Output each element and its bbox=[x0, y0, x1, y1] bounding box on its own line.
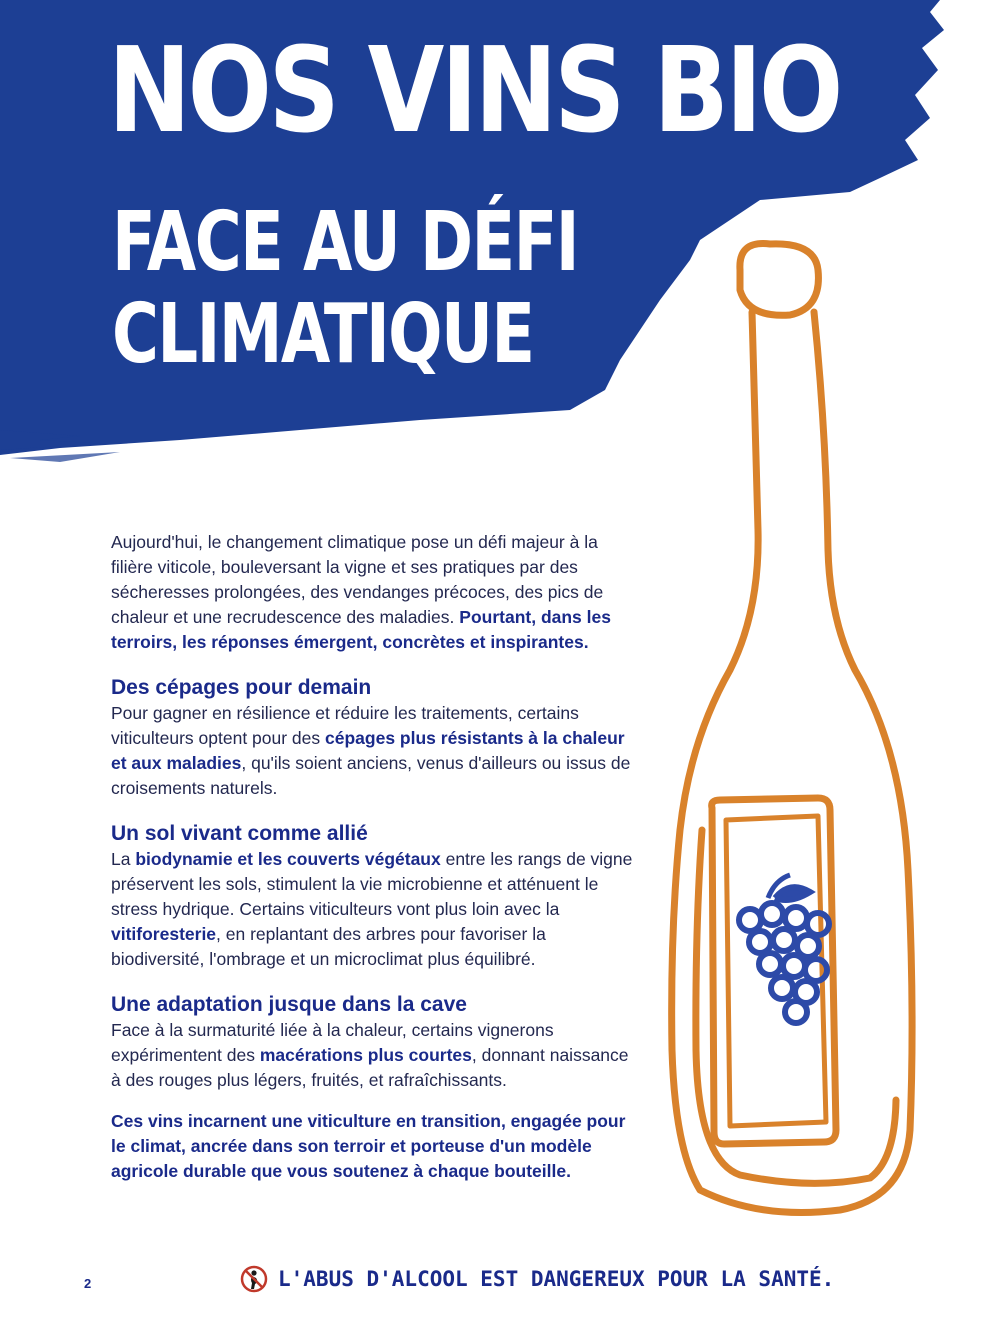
section-cave bbox=[111, 992, 641, 1093]
title-line-1: NOS VINS BIO bbox=[108, 21, 840, 159]
pregnant-woman-prohibited-icon bbox=[240, 1265, 268, 1293]
intro-text: Aujourd'hui, le changement climatique pose un défi majeur à la filière viticole, bouleversant la vigne et ses pratiques par des sécheresses prolongées, des vendanges précoces, des pics de chaleur et une recrudescence des maladies. bbox=[111, 532, 604, 627]
text-run: entre les rangs de vigne préservent les sols, stimulent la vie microbienne et atténuent le stress hydrique. Certains viticulteurs vont plus loin avec la bbox=[111, 849, 633, 919]
bold-text-run: vitiforesterie bbox=[111, 924, 217, 944]
text-run: Face à la surmaturité liée à la chaleur, certains vignerons expérimentent des bbox=[111, 1020, 554, 1065]
bold-text-run: cépages plus résistants à la chaleur et aux maladies bbox=[111, 728, 625, 773]
title-line-2: FACE AU DÉFI bbox=[112, 195, 579, 290]
section-sol-vivant bbox=[111, 821, 641, 972]
bold-text-run: biodynamie et les couverts végétaux bbox=[135, 849, 441, 869]
section-heading: Une adaptation jusque dans la cave bbox=[111, 993, 467, 1016]
text-run: La bbox=[111, 849, 136, 869]
grape-icon bbox=[739, 875, 829, 1023]
closing-paragraph: Ces vins incarnent une viticulture en transition, engagée pour le climat, ancrée dans son terroir et porteuse d'un modèle agricole durable que vous soutenez à chaque bouteille. bbox=[111, 1111, 626, 1181]
text-run: , en replantant des arbres pour favoriser la biodiversité, l'ombrage et un microclimat plus équilibré. bbox=[111, 924, 546, 969]
text-run: , donnant naissance à des rouges plus légers, fruités, et rafraîchissants. bbox=[111, 1045, 629, 1090]
wine-bottle-illustration bbox=[640, 230, 940, 1230]
section-heading: Des cépages pour demain bbox=[111, 676, 372, 699]
intro-paragraph bbox=[111, 530, 641, 655]
section-paragraph bbox=[111, 701, 641, 801]
text-run: , qu'ils soient anciens, venus d'ailleurs ou issus de croisements naturels. bbox=[111, 753, 631, 798]
section-paragraph bbox=[111, 1018, 641, 1093]
section-cepages bbox=[111, 675, 641, 801]
health-warning-text: L'ABUS D'ALCOOL EST DANGEREUX POUR LA SANTÉ. bbox=[278, 1267, 835, 1291]
section-paragraph bbox=[111, 847, 641, 972]
bold-text-run: macérations plus courtes bbox=[259, 1045, 472, 1065]
intro-highlight: Pourtant, dans les terroirs, les réponses émergent, concrètes et inspirantes. bbox=[111, 607, 611, 652]
page-number: 2 bbox=[84, 1276, 92, 1291]
title-line-3: CLIMATIQUE bbox=[112, 287, 534, 382]
article-body bbox=[111, 530, 641, 1184]
text-run: Pour gagner en résilience et réduire les traitements, certains viticulteurs optent pour des bbox=[111, 703, 579, 748]
section-heading: Un sol vivant comme allié bbox=[111, 822, 368, 845]
health-warning bbox=[240, 1264, 834, 1294]
